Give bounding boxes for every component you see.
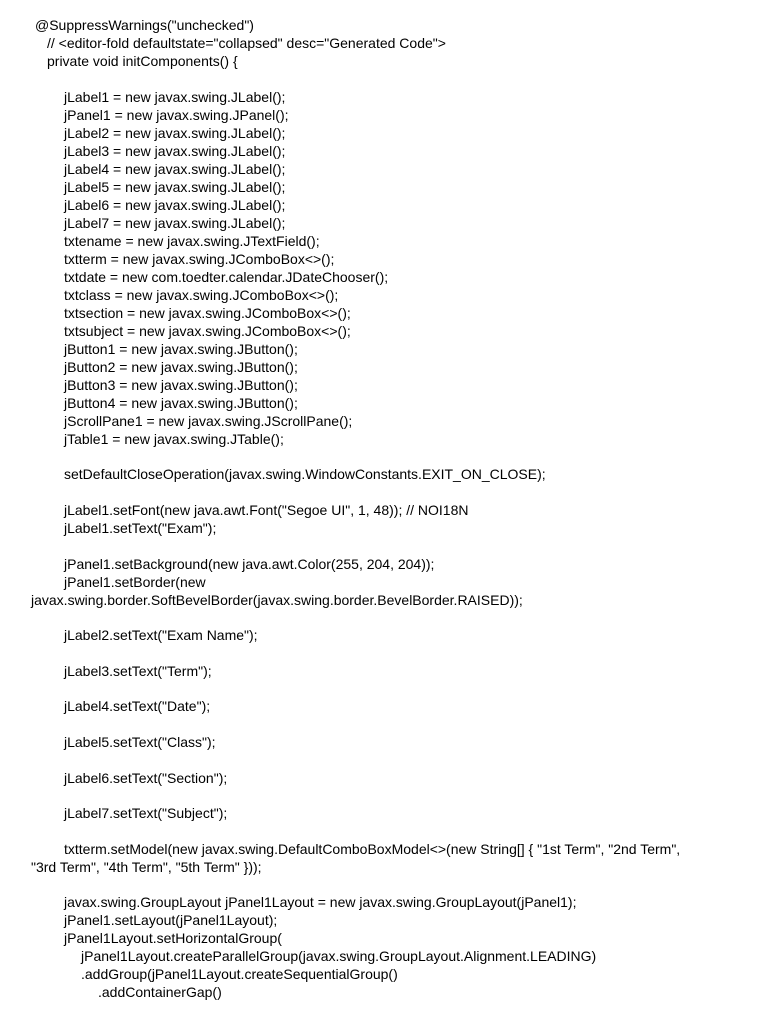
code-line: jLabel6 = new javax.swing.JLabel(); (64, 197, 286, 213)
code-line: jPanel1.setBorder(new (64, 574, 206, 590)
code-line: jLabel1.setText("Exam"); (64, 520, 217, 536)
code-line: txtsection = new javax.swing.JComboBox<>(); (64, 305, 351, 321)
code-line: @SuppressWarnings("unchecked") (35, 17, 254, 33)
code-line: javax.swing.border.SoftBevelBorder(javax.swing.border.BevelBorder.RAISED)); (31, 592, 523, 608)
code-line: setDefaultCloseOperation(javax.swing.WindowConstants.EXIT_ON_CLOSE); (64, 466, 546, 482)
code-line: jPanel1.setBackground(new java.awt.Color(255, 204, 204)); (64, 556, 435, 572)
code-line: txtename = new javax.swing.JTextField(); (64, 233, 320, 249)
code-line: jLabel7 = new javax.swing.JLabel(); (64, 215, 286, 231)
code-line: jLabel2 = new javax.swing.JLabel(); (64, 125, 286, 141)
code-line: jButton3 = new javax.swing.JButton(); (64, 377, 298, 393)
code-line: .addGroup(jPanel1Layout.createSequentialGroup() (81, 966, 398, 982)
code-line: jLabel4 = new javax.swing.JLabel(); (64, 161, 286, 177)
code-line: jLabel5 = new javax.swing.JLabel(); (64, 179, 286, 195)
code-line: // <editor-fold defaultstate="collapsed" desc="Generated Code"> (47, 35, 446, 51)
code-line: jPanel1Layout.createParallelGroup(javax.swing.GroupLayout.Alignment.LEADING) (81, 948, 597, 964)
code-line: jPanel1Layout.setHorizontalGroup( (64, 930, 282, 946)
code-line: .addContainerGap() (98, 984, 222, 1000)
code-line: private void initComponents() { (47, 53, 238, 69)
code-line: jLabel2.setText("Exam Name"); (64, 627, 258, 643)
code-line: jLabel3.setText("Term"); (64, 663, 212, 679)
code-line: javax.swing.GroupLayout jPanel1Layout = new javax.swing.GroupLayout(jPanel1); (64, 894, 577, 910)
code-line: jLabel5.setText("Class"); (64, 734, 216, 750)
code-line: "3rd Term", "4th Term", "5th Term" })); (31, 859, 262, 875)
code-line: jScrollPane1 = new javax.swing.JScrollPane(); (64, 413, 353, 429)
code-line: txtsubject = new javax.swing.JComboBox<>(); (64, 323, 351, 339)
code-line: jPanel1.setLayout(jPanel1Layout); (64, 912, 278, 928)
code-line: jLabel4.setText("Date"); (64, 698, 211, 714)
code-line: jLabel6.setText("Section"); (64, 770, 228, 786)
code-line: txtterm = new javax.swing.JComboBox<>(); (64, 251, 335, 267)
code-line: jPanel1 = new javax.swing.JPanel(); (64, 107, 289, 123)
code-line: jLabel7.setText("Subject"); (64, 805, 228, 821)
code-line: jButton1 = new javax.swing.JButton(); (64, 341, 298, 357)
code-line: jLabel3 = new javax.swing.JLabel(); (64, 143, 286, 159)
code-line: txtdate = new com.toedter.calendar.JDateChooser(); (64, 269, 389, 285)
code-line: txtclass = new javax.swing.JComboBox<>(); (64, 287, 339, 303)
code-line: jButton4 = new javax.swing.JButton(); (64, 395, 298, 411)
code-line: txtterm.setModel(new javax.swing.DefaultComboBoxModel<>(new String[] { "1st Term", "2nd Term", (64, 841, 681, 857)
code-line: jButton2 = new javax.swing.JButton(); (64, 359, 298, 375)
code-line: jLabel1 = new javax.swing.JLabel(); (64, 89, 286, 105)
code-line: jTable1 = new javax.swing.JTable(); (64, 431, 284, 447)
code-line: jLabel1.setFont(new java.awt.Font("Segoe UI", 1, 48)); // NOI18N (64, 502, 469, 518)
